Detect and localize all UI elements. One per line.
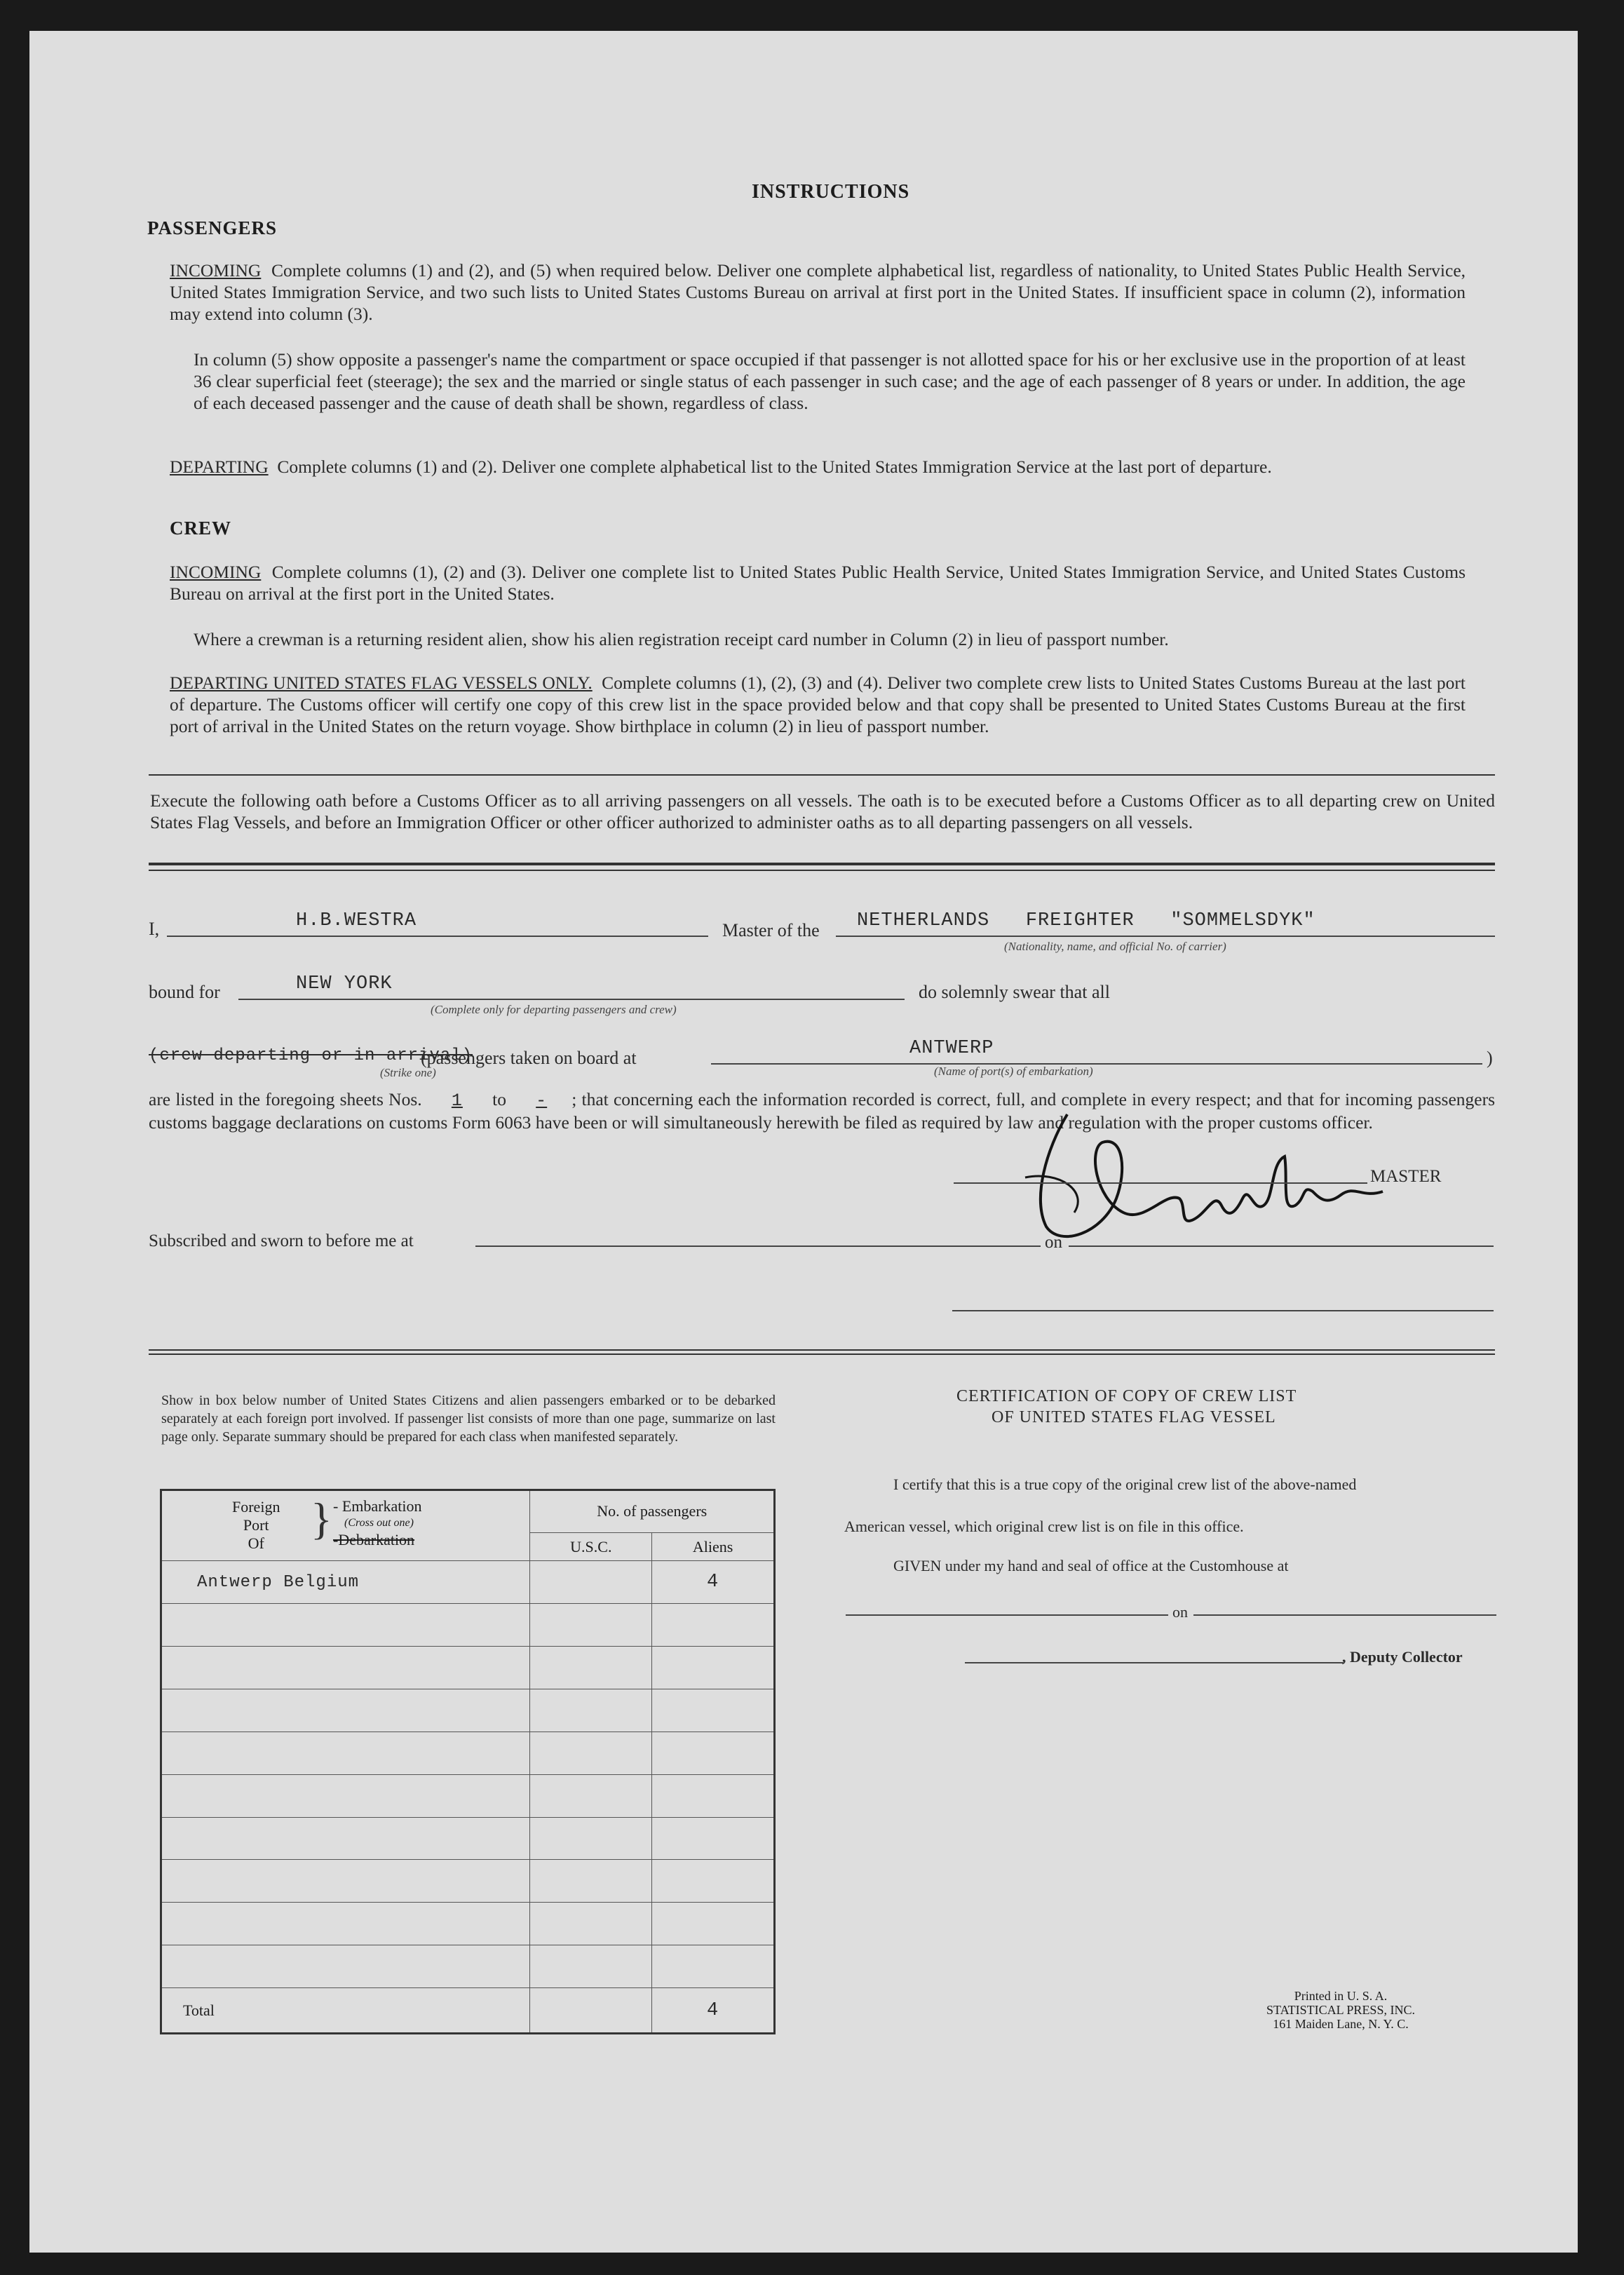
certification-line-1: I certify that this is a true copy of the original crew list of the above-named (893, 1476, 1357, 1493)
passengers-departing-text: Complete columns (1) and (2). Deliver one complete alphabetical list to the United States Immigration Service at the last port of departure. (277, 457, 1272, 477)
aliens-cell[interactable] (652, 1647, 775, 1689)
table-row (161, 1604, 775, 1647)
usc-cell[interactable] (530, 1561, 652, 1604)
cross-out-caption: (Cross out one) (344, 1517, 414, 1529)
certification-date-line[interactable] (1193, 1613, 1496, 1616)
customhouse-line[interactable] (846, 1613, 1168, 1616)
certification-heading-2: OF UNITED STATES FLAG VESSEL (992, 1408, 1276, 1426)
divider (149, 870, 1495, 871)
summary-note: Show in box below number of United States Citizens and alien passengers embarked or to be debarked separately at each foreign port involved. If passenger list consists of more than one page, summarize on last page only. Separate summary should be prepared for each class when manifested separately. (161, 1393, 776, 1445)
port-header-cell (161, 1490, 530, 1561)
aliens-header: Aliens (652, 1532, 775, 1561)
sheet-from-field[interactable]: 1 (451, 1091, 463, 1111)
deputy-collector-line[interactable] (965, 1661, 1344, 1663)
document-page (29, 31, 1578, 2253)
master-of-label: Master of the (722, 920, 820, 940)
crew-departing-lead: DEPARTING UNITED STATES FLAG VESSELS ONLY. (170, 673, 593, 693)
usc-header: U.S.C. (530, 1532, 652, 1561)
listed-text: ; that concerning each the information recorded is correct, full, and complete in every respect; and that for incoming passengers customs baggage declarations on customs Form 6063 have been or will simultaneously herewith be filed as required by law and regulation with the proper customs officer. (149, 1089, 1496, 1133)
table-row (161, 1945, 775, 1988)
port-cell[interactable] (161, 1604, 530, 1647)
usc-cell[interactable] (530, 1945, 652, 1988)
crew-incoming-text: Complete columns (1), (2) and (3). Deliver one complete list to United States Public Health Service, United States Immigration Service, and United States Customs Bureau on arrival at the first port in the United States. (170, 562, 1466, 604)
swear-text: do solemnly swear that all (919, 982, 1110, 1002)
table-row (161, 1860, 775, 1903)
passengers-heading: PASSENGERS (147, 217, 278, 238)
master-signature (1018, 1093, 1411, 1262)
no-of-passengers-header: No. of passengers (530, 1490, 775, 1533)
certification-line-2: American vessel, which original crew list is on file in this office. (844, 1518, 1244, 1535)
printer-imprint (1236, 1989, 1446, 2031)
port-cell[interactable] (161, 1774, 530, 1817)
oath-i-label: I, (149, 919, 160, 939)
usc-cell[interactable] (530, 1774, 652, 1817)
table-row (161, 1774, 775, 1817)
aliens-cell[interactable] (652, 1731, 775, 1774)
crew-incoming-lead: INCOMING (170, 562, 262, 582)
aliens-cell[interactable] (652, 1945, 775, 1988)
sworn-date-line[interactable] (1069, 1244, 1494, 1247)
crew-heading: CREW (170, 518, 232, 539)
brace-icon: } (311, 1494, 332, 1544)
usc-cell[interactable] (530, 1903, 652, 1945)
carrier-caption: (Nationality, name, and official No. of carrier) (1004, 940, 1226, 953)
master-name-field[interactable]: H.B.WESTRA (296, 910, 417, 931)
embarkation-options (333, 1498, 421, 1548)
passengers-departing-paragraph (170, 456, 1466, 478)
usc-cell[interactable] (530, 1604, 652, 1647)
passengers-incoming-text: Complete columns (1) and (2), and (5) when required below. Deliver one complete alphabetical list, regardless of nationality, to United States Public Health Service, United States Immigration Service, and two such lists to United States Customs Bureau on arrival at first port in the United States. If insufficient space in column (2), information may extend into column (3). (170, 260, 1466, 324)
passengers-incoming-paragraph (170, 259, 1466, 325)
total-aliens-cell[interactable]: 4 (652, 1988, 775, 2034)
printer-line-3: 161 Maiden Lane, N. Y. C. (1273, 2017, 1409, 2031)
subscribed-label: Subscribed and sworn to before me at (149, 1231, 414, 1250)
bound-for-caption: (Complete only for departing passengers and crew) (431, 1003, 677, 1016)
table-row (161, 1903, 775, 1945)
crew-departing-text: Complete columns (1), (2), (3) and (4). Deliver two complete crew lists to United States Customs Bureau at the last port of departure. The Customs officer will certify one copy of this crew list in the space provided below and that copy shall be presented to United States Customs Bureau at the first port of arrival in the United States on the return voyage. Show birthplace in column (2) in lieu of passport number. (170, 673, 1466, 736)
certification-line-3: GIVEN under my hand and seal of office at the Customhouse at (893, 1557, 1289, 1574)
table-row (161, 1817, 775, 1860)
subscribed-place-line[interactable] (475, 1244, 1041, 1247)
port-cell[interactable]: Antwerp Belgium (161, 1561, 530, 1604)
usc-cell[interactable] (530, 1647, 652, 1689)
port-cell[interactable] (161, 1903, 530, 1945)
port-cell[interactable] (161, 1689, 530, 1732)
bound-for-field[interactable]: NEW YORK (296, 973, 393, 994)
officer-signature-line[interactable] (952, 1309, 1494, 1311)
port-line (711, 1034, 1482, 1065)
port-cell[interactable] (161, 1945, 530, 1988)
foreign-port-of: Foreign Port Of (232, 1498, 280, 1552)
crew-departing-paragraph (170, 672, 1466, 737)
embarkation-port-field[interactable]: ANTWERP (909, 1038, 994, 1059)
oath-intro: Execute the following oath before a Customs Officer as to all arriving passengers on all vessels. The oath is to be executed before a Customs Officer as to all departing crew on United States Flag Vessels, and before an Immigration Officer or other officer authorized to administer oaths as to all departing passengers on all vessels. (150, 790, 1495, 832)
certification-heading-1: CERTIFICATION OF COPY OF CREW LIST (956, 1387, 1297, 1405)
table-row (161, 1647, 775, 1689)
passengers-column5-paragraph: In column (5) show opposite a passenger's name the compartment or space occupied if that passenger is not allotted space for his or her exclusive use in the proportion of at least 36 clear superficial feet (steerage); the sex and the married or single status of each passenger in such case; and the age of each passenger of 8 years or under. In addition, the age of each deceased passenger and the cause of death shall be shown, regardless of class. (194, 349, 1466, 413)
port-cell[interactable] (161, 1731, 530, 1774)
sheet-to-field[interactable]: - (536, 1091, 548, 1111)
divider (149, 1349, 1495, 1351)
certification-on-label: on (1172, 1603, 1188, 1621)
port-caption: (Name of port(s) of embarkation) (934, 1065, 1093, 1078)
crew-incoming-paragraph (170, 561, 1466, 605)
divider (149, 1353, 1495, 1355)
usc-cell[interactable] (530, 1860, 652, 1903)
aliens-cell[interactable] (652, 1860, 775, 1903)
divider (149, 774, 1495, 776)
divider (149, 863, 1495, 865)
passengers-incoming-lead: INCOMING (170, 260, 262, 281)
master-signature-line (954, 1181, 1367, 1184)
table-row (161, 1689, 775, 1732)
taken-text: (passengers taken on board at (421, 1048, 637, 1068)
total-usc-cell[interactable] (530, 1988, 652, 2034)
master-label: MASTER (1370, 1167, 1442, 1186)
table-row (161, 1731, 775, 1774)
aliens-cell[interactable] (652, 1689, 775, 1732)
crew-resident-alien-paragraph: Where a crewman is a returning resident alien, show his alien registration receipt card number in Column (2) in lieu of passport number. (194, 629, 1169, 649)
instructions-title: INSTRUCTIONS (752, 181, 910, 203)
port-cell[interactable] (161, 1817, 530, 1860)
close-paren: ) (1487, 1048, 1493, 1068)
total-row (161, 1988, 775, 2034)
carrier-field[interactable]: NETHERLANDS FREIGHTER "SOMMELSDYK" (857, 910, 1315, 931)
aliens-cell[interactable]: 4 (652, 1561, 775, 1604)
aliens-cell[interactable] (652, 1903, 775, 1945)
crew-strike-field[interactable]: (crew departing or in arrival) (149, 1046, 473, 1065)
port-cell[interactable] (161, 1647, 530, 1689)
to-label: to (492, 1089, 506, 1109)
passengers-departing-lead: DEPARTING (170, 457, 269, 477)
usc-cell[interactable] (530, 1817, 652, 1860)
bound-for-label: bound for (149, 982, 220, 1002)
deputy-collector-label: , Deputy Collector (1342, 1648, 1463, 1666)
aliens-cell[interactable] (652, 1774, 775, 1817)
debarkation-label: -Debarkation (333, 1531, 415, 1548)
port-cell[interactable] (161, 1860, 530, 1903)
printer-line-1: Printed in U. S. A. (1294, 1989, 1388, 2003)
strike-caption: (Strike one) (380, 1066, 436, 1079)
listed-prefix: are listed in the foregoing sheets Nos. (149, 1089, 422, 1109)
embarkation-label: - Embarkation (333, 1497, 422, 1515)
printer-line-2: STATISTICAL PRESS, INC. (1266, 2003, 1415, 2017)
master-name-line (167, 905, 708, 937)
usc-cell[interactable] (530, 1689, 652, 1732)
table-row (161, 1561, 775, 1604)
aliens-cell[interactable] (652, 1817, 775, 1860)
usc-cell[interactable] (530, 1731, 652, 1774)
passenger-summary-table (160, 1489, 776, 2034)
aliens-cell[interactable] (652, 1604, 775, 1647)
total-label: Total (161, 1988, 530, 2034)
sworn-on-label: on (1045, 1233, 1062, 1252)
